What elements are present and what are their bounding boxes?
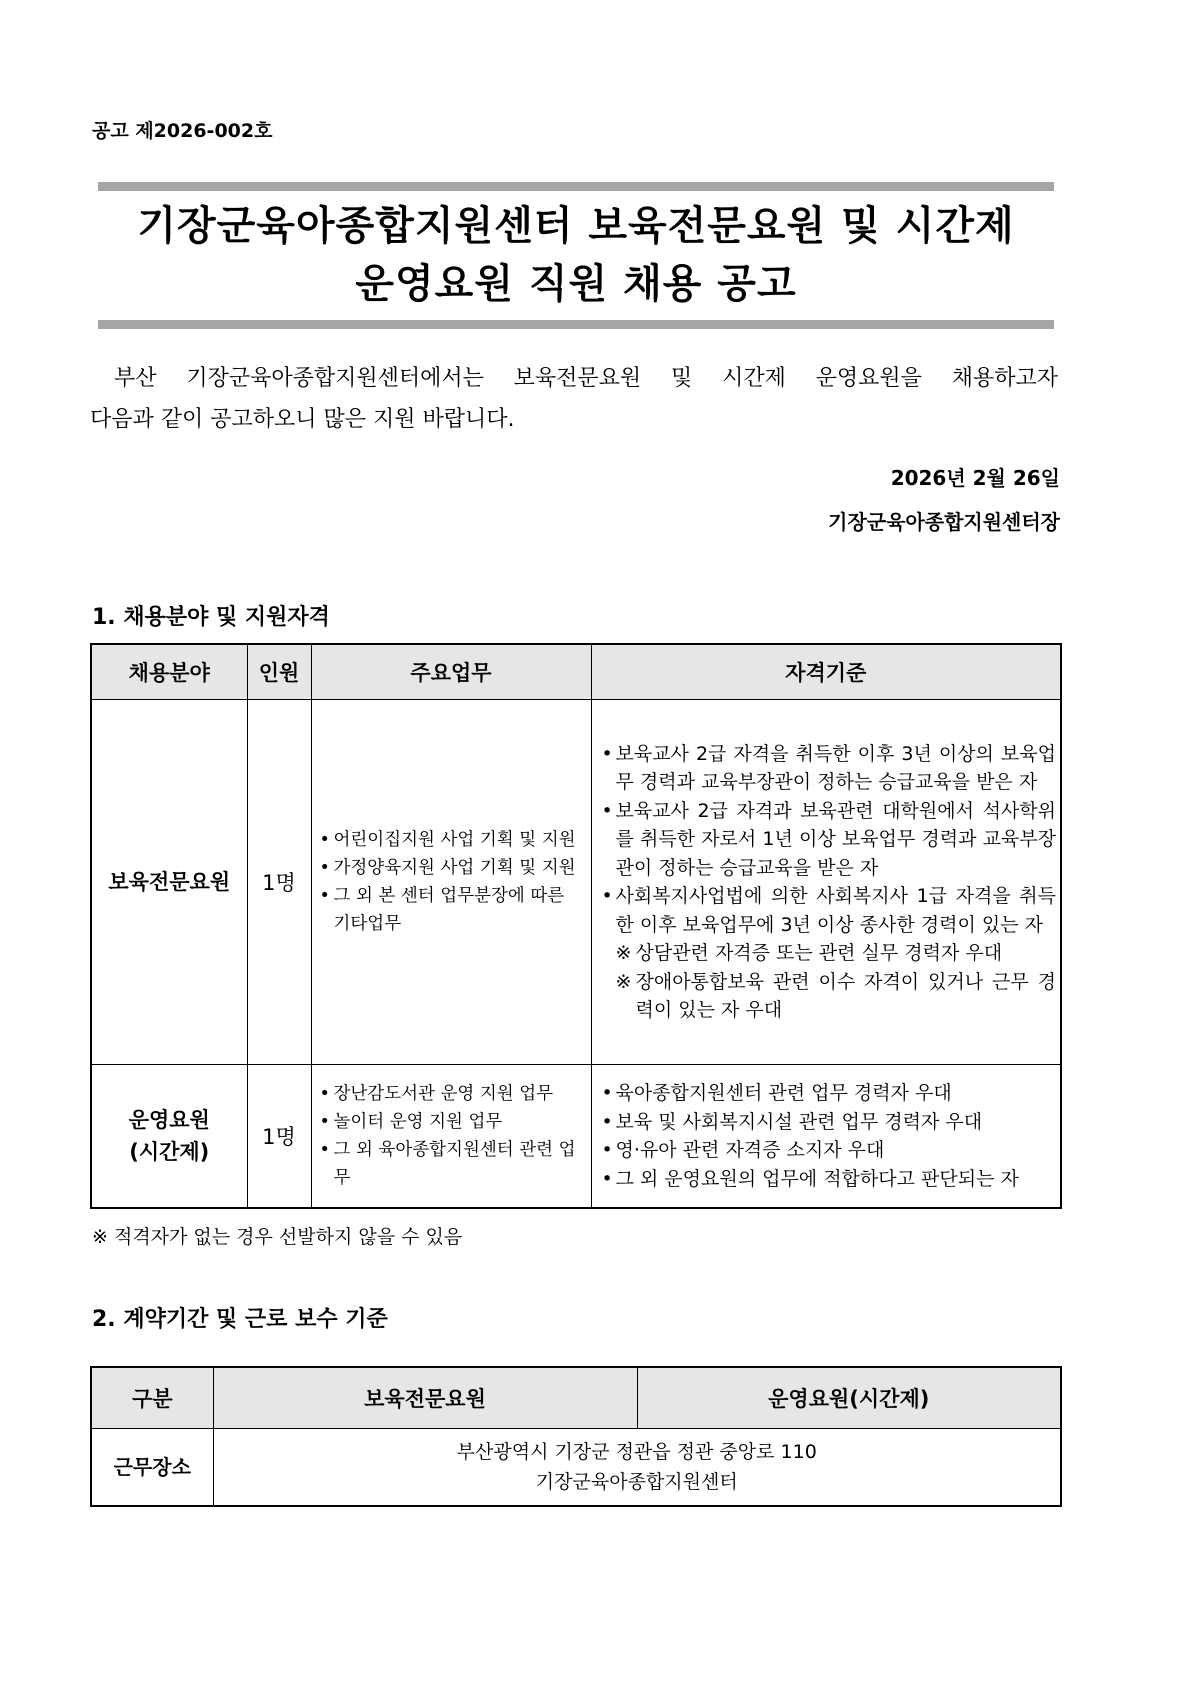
title-rule-bottom <box>98 320 1054 329</box>
qualifications-cell <box>591 1065 1061 1209</box>
list-item: • 놀이터 운영 지원 업무 <box>316 1108 587 1136</box>
list-item: • 영·유아 관련 자격증 소지자 우대 <box>598 1136 1057 1165</box>
qualifications-cell <box>591 700 1061 1065</box>
recruitment-table <box>90 643 1062 1209</box>
notice-date: 2026년 2월 26일 <box>890 466 1060 490</box>
workplace-cell <box>213 1429 1061 1507</box>
list-item: • 그 외 본 센터 업무분장에 따른 기타업무 <box>316 882 587 938</box>
list-item: • 보육교사 2급 자격을 취득한 이후 3년 이상의 보육업무 경력과 교육부장관이 정하는 승급교육을 받은 자 <box>598 740 1057 797</box>
row-label: 근무장소 <box>91 1429 213 1507</box>
workplace-address: 부산광역시 기장군 정관읍 정관 중앙로 110 <box>456 1441 817 1463</box>
list-item: • 어린이집지원 사업 기획 및 지원 <box>316 826 587 854</box>
header-count: 인원 <box>247 644 311 700</box>
title-line-1: 기장군육아종합지원센터 보육전문요원 및 시간제 <box>137 203 1015 249</box>
list-item: • 보육교사 2급 자격과 보육관련 대학원에서 석사학위를 취득한 자로서 1년 이상 보육업무 경력과 교육부장관이 정하는 승급교육을 받은 자 <box>598 797 1057 883</box>
section-2-heading: 2. 계약기간 및 근로 보수 기준 <box>92 1307 388 1332</box>
table-header-row <box>91 644 1061 700</box>
notice-number: 공고 제2026-002호 <box>92 120 273 142</box>
intro-line-1: 부산 기장군육아종합지원센터에서는 보육전문요원 및 시간제 운영요원을 채용하고자 <box>114 366 1058 391</box>
list-item: • 육아종합지원센터 관련 업무 경력자 우대 <box>598 1079 1057 1108</box>
section-1-heading: 1. 채용분야 및 지원자격 <box>92 605 330 630</box>
signer: 기장군육아종합지원센터장 <box>828 510 1060 534</box>
field-name: 보육전문요원 <box>108 870 231 894</box>
field-name: 운영요원 <box>128 1108 210 1132</box>
duties-cell <box>311 700 591 1065</box>
duties-list <box>312 826 591 938</box>
count-cell: 1명 <box>247 1065 311 1209</box>
header-qualifications: 자격기준 <box>591 644 1061 700</box>
header-specialist: 보육전문요원 <box>213 1367 637 1429</box>
contract-table <box>90 1366 1062 1507</box>
list-item: • 가정양육지원 사업 기획 및 지원 <box>316 854 587 882</box>
header-field: 채용분야 <box>91 644 247 700</box>
note-item: ※ 상담관련 자격증 또는 관련 실무 경력자 우대 <box>598 939 1057 968</box>
header-operator: 운영요원(시간제) <box>637 1367 1061 1429</box>
list-item: • 그 외 육아종합지원센터 관련 업무 <box>316 1136 587 1192</box>
intro-line-2: 다음과 같이 공고하오니 많은 지원 바랍니다. <box>90 407 515 432</box>
qualifications-list <box>592 1079 1061 1193</box>
footnote: ※ 적격자가 없는 경우 선발하지 않을 수 있음 <box>92 1226 463 1248</box>
list-item: • 장난감도서관 운영 지원 업무 <box>316 1080 587 1108</box>
title-line-2: 운영요원 직원 채용 공고 <box>355 261 797 307</box>
duties-list <box>312 1080 591 1192</box>
list-item: • 보육 및 사회복지시설 관련 업무 경력자 우대 <box>598 1108 1057 1137</box>
workplace-name: 기장군육아종합지원센터 <box>535 1471 738 1493</box>
field-cell <box>91 1065 247 1209</box>
field-subtitle: (시간제) <box>129 1140 210 1164</box>
list-item: • 그 외 운영요원의 업무에 적합하다고 판단되는 자 <box>598 1165 1057 1194</box>
table-row <box>91 1429 1061 1507</box>
field-cell <box>91 700 247 1065</box>
title-rule-top <box>98 182 1054 191</box>
note-item: ※ 장애아통합보육 관련 이수 자격이 있거나 근무 경력이 있는 자 우대 <box>598 968 1057 1025</box>
duties-cell <box>311 1065 591 1209</box>
header-category: 구분 <box>91 1367 213 1429</box>
intro-paragraph <box>90 358 1058 440</box>
list-item: • 사회복지사업법에 의한 사회복지사 1급 자격을 취득한 이후 보육업무에 3년 이상 종사한 경력이 있는 자 <box>598 882 1057 939</box>
table-row <box>91 700 1061 1065</box>
table-header-row <box>91 1367 1061 1429</box>
count-cell: 1명 <box>247 700 311 1065</box>
table-row <box>91 1065 1061 1209</box>
header-duties: 주요업무 <box>311 644 591 700</box>
qualifications-list <box>592 740 1061 1025</box>
